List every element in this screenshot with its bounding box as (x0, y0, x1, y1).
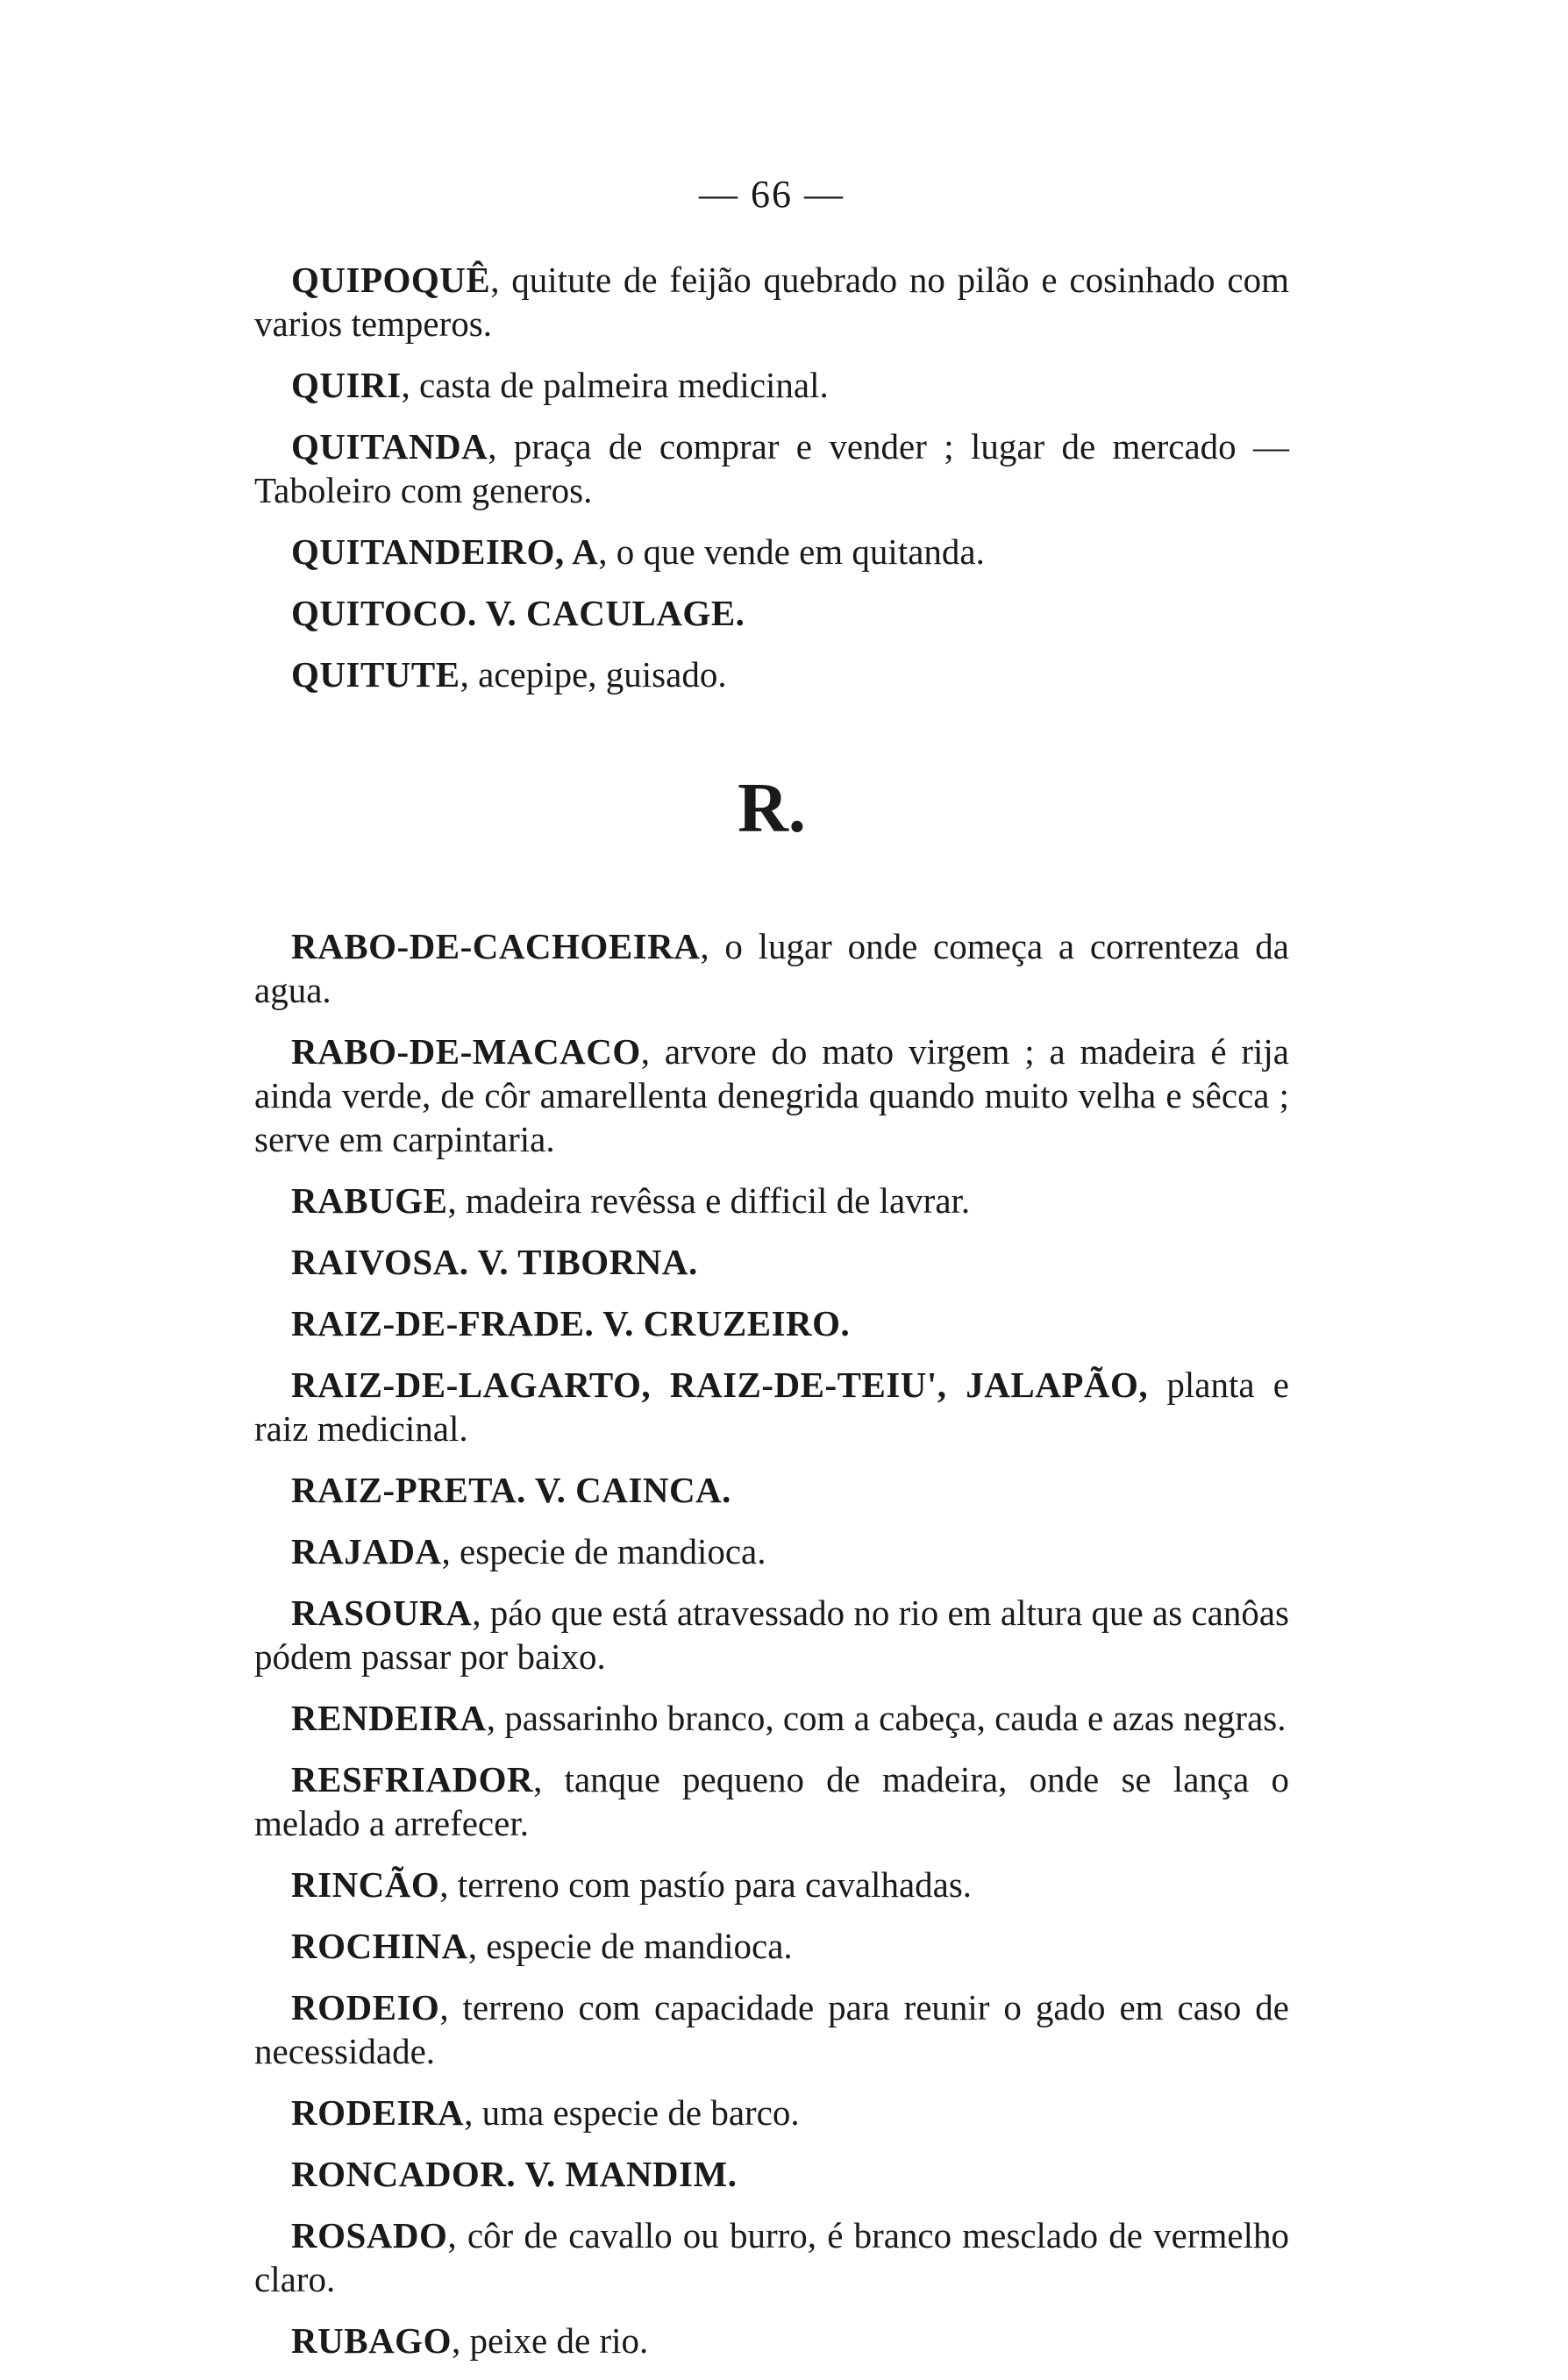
entry-headword: QUITOCO. V. CACULAGE. (291, 593, 745, 633)
entry-definition: , especie de mandioca. (441, 1531, 766, 1571)
entry-raiz-de-frade (254, 1301, 1289, 1345)
entry-headword: RAIZ-PRETA. V. CAINCA. (291, 1470, 731, 1510)
entry-definition: , quitute de feijão quebrado no pilão e cosinhado com varios temperos. (254, 260, 1289, 344)
entry-raivosa (254, 1240, 1289, 1284)
section-r-entries (254, 924, 1289, 2362)
entry-headword: RUBAGO (291, 2320, 452, 2361)
entry-quitoco (254, 591, 1289, 635)
entry-headword: ROCHINA (291, 1926, 468, 1966)
entry-definition: , especie de mandioca. (467, 1926, 793, 1966)
entry-headword: RODEIO (291, 1987, 440, 2027)
entry-headword: ROSADO (291, 2215, 448, 2255)
entry-definition: , terreno com capacidade para reunir o gado em caso de necessidade. (254, 1987, 1289, 2071)
entry-headword: RABO-DE-MACACO (291, 1031, 641, 1072)
entry-quitandeiro (254, 530, 1289, 574)
entry-definition: , passarinho branco, com a cabeça, cauda e azas negras. (486, 1698, 1286, 1738)
entry-rasoura (254, 1591, 1289, 1678)
entry-rubago (254, 2319, 1289, 2362)
entry-headword: RABUGE (291, 1180, 448, 1221)
entry-definition: , peixe de rio. (451, 2320, 649, 2361)
entry-definition: , praça de comprar e vender ; lugar de mercado —Taboleiro com generos. (254, 426, 1289, 510)
entry-headword: RESFRIADOR (291, 1759, 534, 1799)
entry-headword: QUITANDA (291, 426, 488, 467)
entry-headword: RODEIRA (291, 2092, 465, 2133)
entry-resfriador (254, 1757, 1289, 1845)
entry-headword: RAIVOSA. V. TIBORNA. (291, 1242, 698, 1282)
entry-headword: RAIZ-DE-LAGARTO, RAIZ-DE-TEIU', JALAPÃO, (291, 1365, 1149, 1405)
entry-headword: RONCADOR. V. MANDIM. (291, 2154, 738, 2194)
entry-rochina (254, 1924, 1289, 1968)
entry-headword: RENDEIRA (291, 1698, 487, 1738)
entry-raiz-de-lagarto (254, 1363, 1289, 1450)
entry-raiz-preta (254, 1468, 1289, 1512)
entry-headword: QUITUTE (291, 654, 460, 695)
section-letter-heading: R. (738, 770, 806, 847)
entry-headword: QUIPOQUÊ (291, 260, 491, 300)
entry-definition: planta e raiz medicinal. (254, 1365, 1289, 1449)
entry-definition: , tanque pequeno de madeira, onde se lança o melado a arrefecer. (254, 1759, 1289, 1843)
entry-definition: , o lugar onde começa a correnteza da agua. (254, 926, 1289, 1010)
entry-headword: RAJADA (291, 1531, 442, 1571)
entry-rodeira (254, 2091, 1289, 2134)
entry-headword: RABO-DE-CACHOEIRA (291, 926, 701, 966)
entry-rendeira (254, 1696, 1289, 1740)
entry-headword: RASOURA (291, 1593, 473, 1633)
entry-definition: , páo que está atravessado no rio em altura que as canôas pódem passar por baixo. (254, 1593, 1289, 1677)
entry-rajada (254, 1529, 1289, 1573)
entry-roncador (254, 2152, 1289, 2196)
entry-quipoque (254, 258, 1289, 346)
entry-definition: , casta de palmeira medicinal. (401, 365, 829, 405)
entry-definition: , o que vende em quitanda. (598, 531, 985, 572)
entry-rabo-de-macaco (254, 1030, 1289, 1161)
entry-definition: , arvore do mato virgem ; a madeira é rija ainda verde, de côr amarellenta denegrida quando muito velha e sêcca ; serve em carpintaria. (254, 1031, 1289, 1159)
dictionary-page (254, 175, 1289, 2380)
entry-definition: , uma especie de barco. (464, 2092, 800, 2133)
entry-rabo-de-cachoeira (254, 924, 1289, 1012)
entry-definition: , acepipe, guisado. (460, 654, 727, 695)
entry-quiri (254, 363, 1289, 407)
entry-rodeio (254, 1985, 1289, 2073)
entry-rincao (254, 1863, 1289, 1906)
entry-definition: , terreno com pastío para cavalhadas. (439, 1864, 973, 1905)
section-q-entries (254, 258, 1289, 696)
entry-rosado (254, 2213, 1289, 2301)
entry-headword: RINCÃO (291, 1864, 440, 1905)
entry-headword: RAIZ-DE-FRADE. V. CRUZEIRO. (291, 1303, 851, 1343)
entry-headword: QUITANDEIRO, A (291, 531, 599, 572)
entry-definition: , côr de cavallo ou burro, é branco mesclado de vermelho claro. (254, 2215, 1289, 2299)
entry-definition: , madeira revêssa e difficil de lavrar. (447, 1180, 971, 1221)
entry-rabuge (254, 1179, 1289, 1222)
entry-quitute (254, 652, 1289, 696)
entry-quitanda (254, 424, 1289, 512)
entry-headword: QUIRI (291, 365, 402, 405)
page-number: — 66 — (699, 173, 845, 216)
